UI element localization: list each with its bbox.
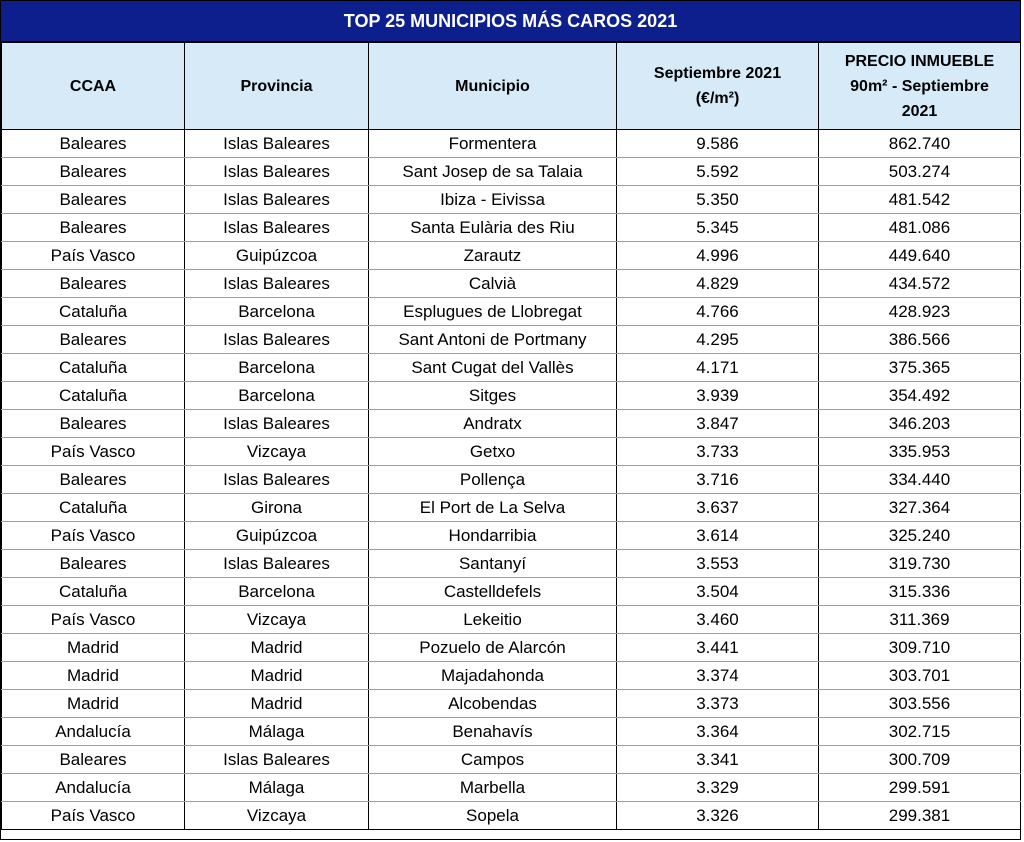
cell-ccaa: Baleares [2, 130, 185, 158]
cell-precio-inmueble: 309.710 [819, 634, 1021, 662]
header-precio-inmueble: PRECIO INMUEBLE 90m² - Septiembre 2021 [819, 43, 1021, 130]
cell-provincia: Islas Baleares [185, 410, 369, 438]
cell-precio-inmueble: 434.572 [819, 270, 1021, 298]
cell-municipio: Calvià [369, 270, 617, 298]
table-row [2, 746, 1021, 774]
cell-precio-m2: 3.553 [617, 550, 819, 578]
cell-ccaa: Cataluña [2, 354, 185, 382]
cell-precio-inmueble: 327.364 [819, 494, 1021, 522]
cell-municipio: Santanyí [369, 550, 617, 578]
cell-provincia: Vizcaya [185, 802, 369, 830]
cell-ccaa: Andalucía [2, 774, 185, 802]
cell-provincia: Islas Baleares [185, 158, 369, 186]
cell-provincia: Vizcaya [185, 438, 369, 466]
table-row [2, 606, 1021, 634]
header-row [2, 43, 1021, 130]
table-row [2, 802, 1021, 830]
cell-municipio: Campos [369, 746, 617, 774]
cell-provincia: Barcelona [185, 578, 369, 606]
cell-provincia: Islas Baleares [185, 186, 369, 214]
cell-precio-m2: 3.341 [617, 746, 819, 774]
table-body [2, 130, 1021, 830]
table-row [2, 410, 1021, 438]
cell-precio-m2: 4.996 [617, 242, 819, 270]
cell-precio-m2: 3.614 [617, 522, 819, 550]
cell-municipio: Majadahonda [369, 662, 617, 690]
cell-provincia: Madrid [185, 634, 369, 662]
cell-municipio: Andratx [369, 410, 617, 438]
cell-precio-inmueble: 862.740 [819, 130, 1021, 158]
cell-provincia: Girona [185, 494, 369, 522]
header-ccaa: CCAA [2, 43, 185, 130]
cell-precio-m2: 3.504 [617, 578, 819, 606]
cell-municipio: Hondarribia [369, 522, 617, 550]
cell-provincia: Islas Baleares [185, 130, 369, 158]
cell-precio-inmueble: 311.369 [819, 606, 1021, 634]
cell-provincia: Guipúzcoa [185, 522, 369, 550]
cell-provincia: Islas Baleares [185, 746, 369, 774]
cell-precio-inmueble: 481.086 [819, 214, 1021, 242]
cell-provincia: Málaga [185, 774, 369, 802]
cell-ccaa: Madrid [2, 662, 185, 690]
cell-municipio: Sitges [369, 382, 617, 410]
cell-ccaa: Cataluña [2, 578, 185, 606]
table-row [2, 186, 1021, 214]
cell-municipio: El Port de La Selva [369, 494, 617, 522]
header-provincia: Provincia [185, 43, 369, 130]
cell-provincia: Barcelona [185, 298, 369, 326]
table-row [2, 662, 1021, 690]
cell-municipio: Pozuelo de Alarcón [369, 634, 617, 662]
municipios-table [1, 42, 1021, 830]
cell-precio-inmueble: 375.365 [819, 354, 1021, 382]
cell-ccaa: País Vasco [2, 522, 185, 550]
table-row [2, 774, 1021, 802]
cell-precio-m2: 3.373 [617, 690, 819, 718]
cell-provincia: Barcelona [185, 354, 369, 382]
cell-provincia: Islas Baleares [185, 466, 369, 494]
cell-precio-inmueble: 386.566 [819, 326, 1021, 354]
cell-ccaa: Baleares [2, 158, 185, 186]
table-row [2, 494, 1021, 522]
cell-precio-m2: 3.733 [617, 438, 819, 466]
cell-ccaa: País Vasco [2, 606, 185, 634]
table-title: TOP 25 MUNICIPIOS MÁS CAROS 2021 [1, 1, 1020, 42]
cell-ccaa: País Vasco [2, 802, 185, 830]
cell-municipio: Pollença [369, 466, 617, 494]
cell-precio-m2: 9.586 [617, 130, 819, 158]
table-row [2, 382, 1021, 410]
table-row [2, 242, 1021, 270]
cell-municipio: Marbella [369, 774, 617, 802]
table-row [2, 634, 1021, 662]
cell-ccaa: Baleares [2, 746, 185, 774]
cell-precio-inmueble: 346.203 [819, 410, 1021, 438]
table-row [2, 578, 1021, 606]
cell-municipio: Sant Antoni de Portmany [369, 326, 617, 354]
cell-provincia: Islas Baleares [185, 270, 369, 298]
cell-ccaa: Cataluña [2, 382, 185, 410]
cell-precio-m2: 4.829 [617, 270, 819, 298]
cell-municipio: Zarautz [369, 242, 617, 270]
cell-precio-m2: 3.329 [617, 774, 819, 802]
cell-precio-inmueble: 299.591 [819, 774, 1021, 802]
cell-precio-inmueble: 315.336 [819, 578, 1021, 606]
cell-precio-m2: 3.441 [617, 634, 819, 662]
cell-ccaa: País Vasco [2, 438, 185, 466]
cell-ccaa: Madrid [2, 690, 185, 718]
cell-precio-m2: 3.460 [617, 606, 819, 634]
cell-provincia: Islas Baleares [185, 326, 369, 354]
cell-municipio: Getxo [369, 438, 617, 466]
cell-precio-m2: 3.374 [617, 662, 819, 690]
cell-precio-inmueble: 449.640 [819, 242, 1021, 270]
table-row [2, 130, 1021, 158]
cell-provincia: Islas Baleares [185, 214, 369, 242]
cell-municipio: Castelldefels [369, 578, 617, 606]
table-row [2, 550, 1021, 578]
cell-municipio: Sant Josep de sa Talaia [369, 158, 617, 186]
cell-municipio: Sant Cugat del Vallès [369, 354, 617, 382]
cell-precio-m2: 4.171 [617, 354, 819, 382]
cell-ccaa: Baleares [2, 326, 185, 354]
cell-precio-m2: 3.716 [617, 466, 819, 494]
cell-provincia: Islas Baleares [185, 550, 369, 578]
header-precio-m2: Septiembre 2021 (€/m²) [617, 43, 819, 130]
table-row [2, 298, 1021, 326]
cell-ccaa: Baleares [2, 410, 185, 438]
cell-ccaa: País Vasco [2, 242, 185, 270]
cell-ccaa: Baleares [2, 466, 185, 494]
table-row [2, 326, 1021, 354]
cell-precio-m2: 3.637 [617, 494, 819, 522]
cell-precio-m2: 5.350 [617, 186, 819, 214]
cell-ccaa: Baleares [2, 186, 185, 214]
table-row [2, 158, 1021, 186]
cell-ccaa: Baleares [2, 270, 185, 298]
cell-municipio: Sopela [369, 802, 617, 830]
cell-ccaa: Cataluña [2, 298, 185, 326]
cell-precio-m2: 3.326 [617, 802, 819, 830]
cell-ccaa: Baleares [2, 550, 185, 578]
cell-municipio: Formentera [369, 130, 617, 158]
cell-provincia: Málaga [185, 718, 369, 746]
cell-municipio: Ibiza - Eivissa [369, 186, 617, 214]
table-row [2, 354, 1021, 382]
table-row [2, 466, 1021, 494]
cell-provincia: Vizcaya [185, 606, 369, 634]
table-row [2, 214, 1021, 242]
cell-precio-m2: 4.295 [617, 326, 819, 354]
cell-precio-inmueble: 325.240 [819, 522, 1021, 550]
cell-municipio: Santa Eulària des Riu [369, 214, 617, 242]
cell-provincia: Barcelona [185, 382, 369, 410]
cell-provincia: Guipúzcoa [185, 242, 369, 270]
cell-precio-m2: 3.939 [617, 382, 819, 410]
cell-provincia: Madrid [185, 690, 369, 718]
table-row [2, 438, 1021, 466]
header-municipio: Municipio [369, 43, 617, 130]
cell-ccaa: Baleares [2, 214, 185, 242]
cell-precio-inmueble: 319.730 [819, 550, 1021, 578]
cell-municipio: Lekeitio [369, 606, 617, 634]
cell-municipio: Esplugues de Llobregat [369, 298, 617, 326]
cell-precio-inmueble: 300.709 [819, 746, 1021, 774]
cell-precio-inmueble: 299.381 [819, 802, 1021, 830]
table-row [2, 270, 1021, 298]
cell-ccaa: Andalucía [2, 718, 185, 746]
cell-municipio: Benahavís [369, 718, 617, 746]
cell-precio-inmueble: 503.274 [819, 158, 1021, 186]
cell-precio-inmueble: 428.923 [819, 298, 1021, 326]
cell-precio-inmueble: 303.701 [819, 662, 1021, 690]
table-row [2, 690, 1021, 718]
cell-precio-inmueble: 303.556 [819, 690, 1021, 718]
cell-ccaa: Madrid [2, 634, 185, 662]
cell-provincia: Madrid [185, 662, 369, 690]
table-row [2, 522, 1021, 550]
cell-precio-m2: 5.592 [617, 158, 819, 186]
table-row [2, 718, 1021, 746]
cell-precio-inmueble: 335.953 [819, 438, 1021, 466]
cell-precio-inmueble: 334.440 [819, 466, 1021, 494]
cell-precio-m2: 4.766 [617, 298, 819, 326]
cell-precio-inmueble: 481.542 [819, 186, 1021, 214]
cell-precio-m2: 3.364 [617, 718, 819, 746]
cell-precio-inmueble: 354.492 [819, 382, 1021, 410]
cell-precio-m2: 5.345 [617, 214, 819, 242]
cell-ccaa: Cataluña [2, 494, 185, 522]
cell-precio-m2: 3.847 [617, 410, 819, 438]
cell-precio-inmueble: 302.715 [819, 718, 1021, 746]
cell-municipio: Alcobendas [369, 690, 617, 718]
